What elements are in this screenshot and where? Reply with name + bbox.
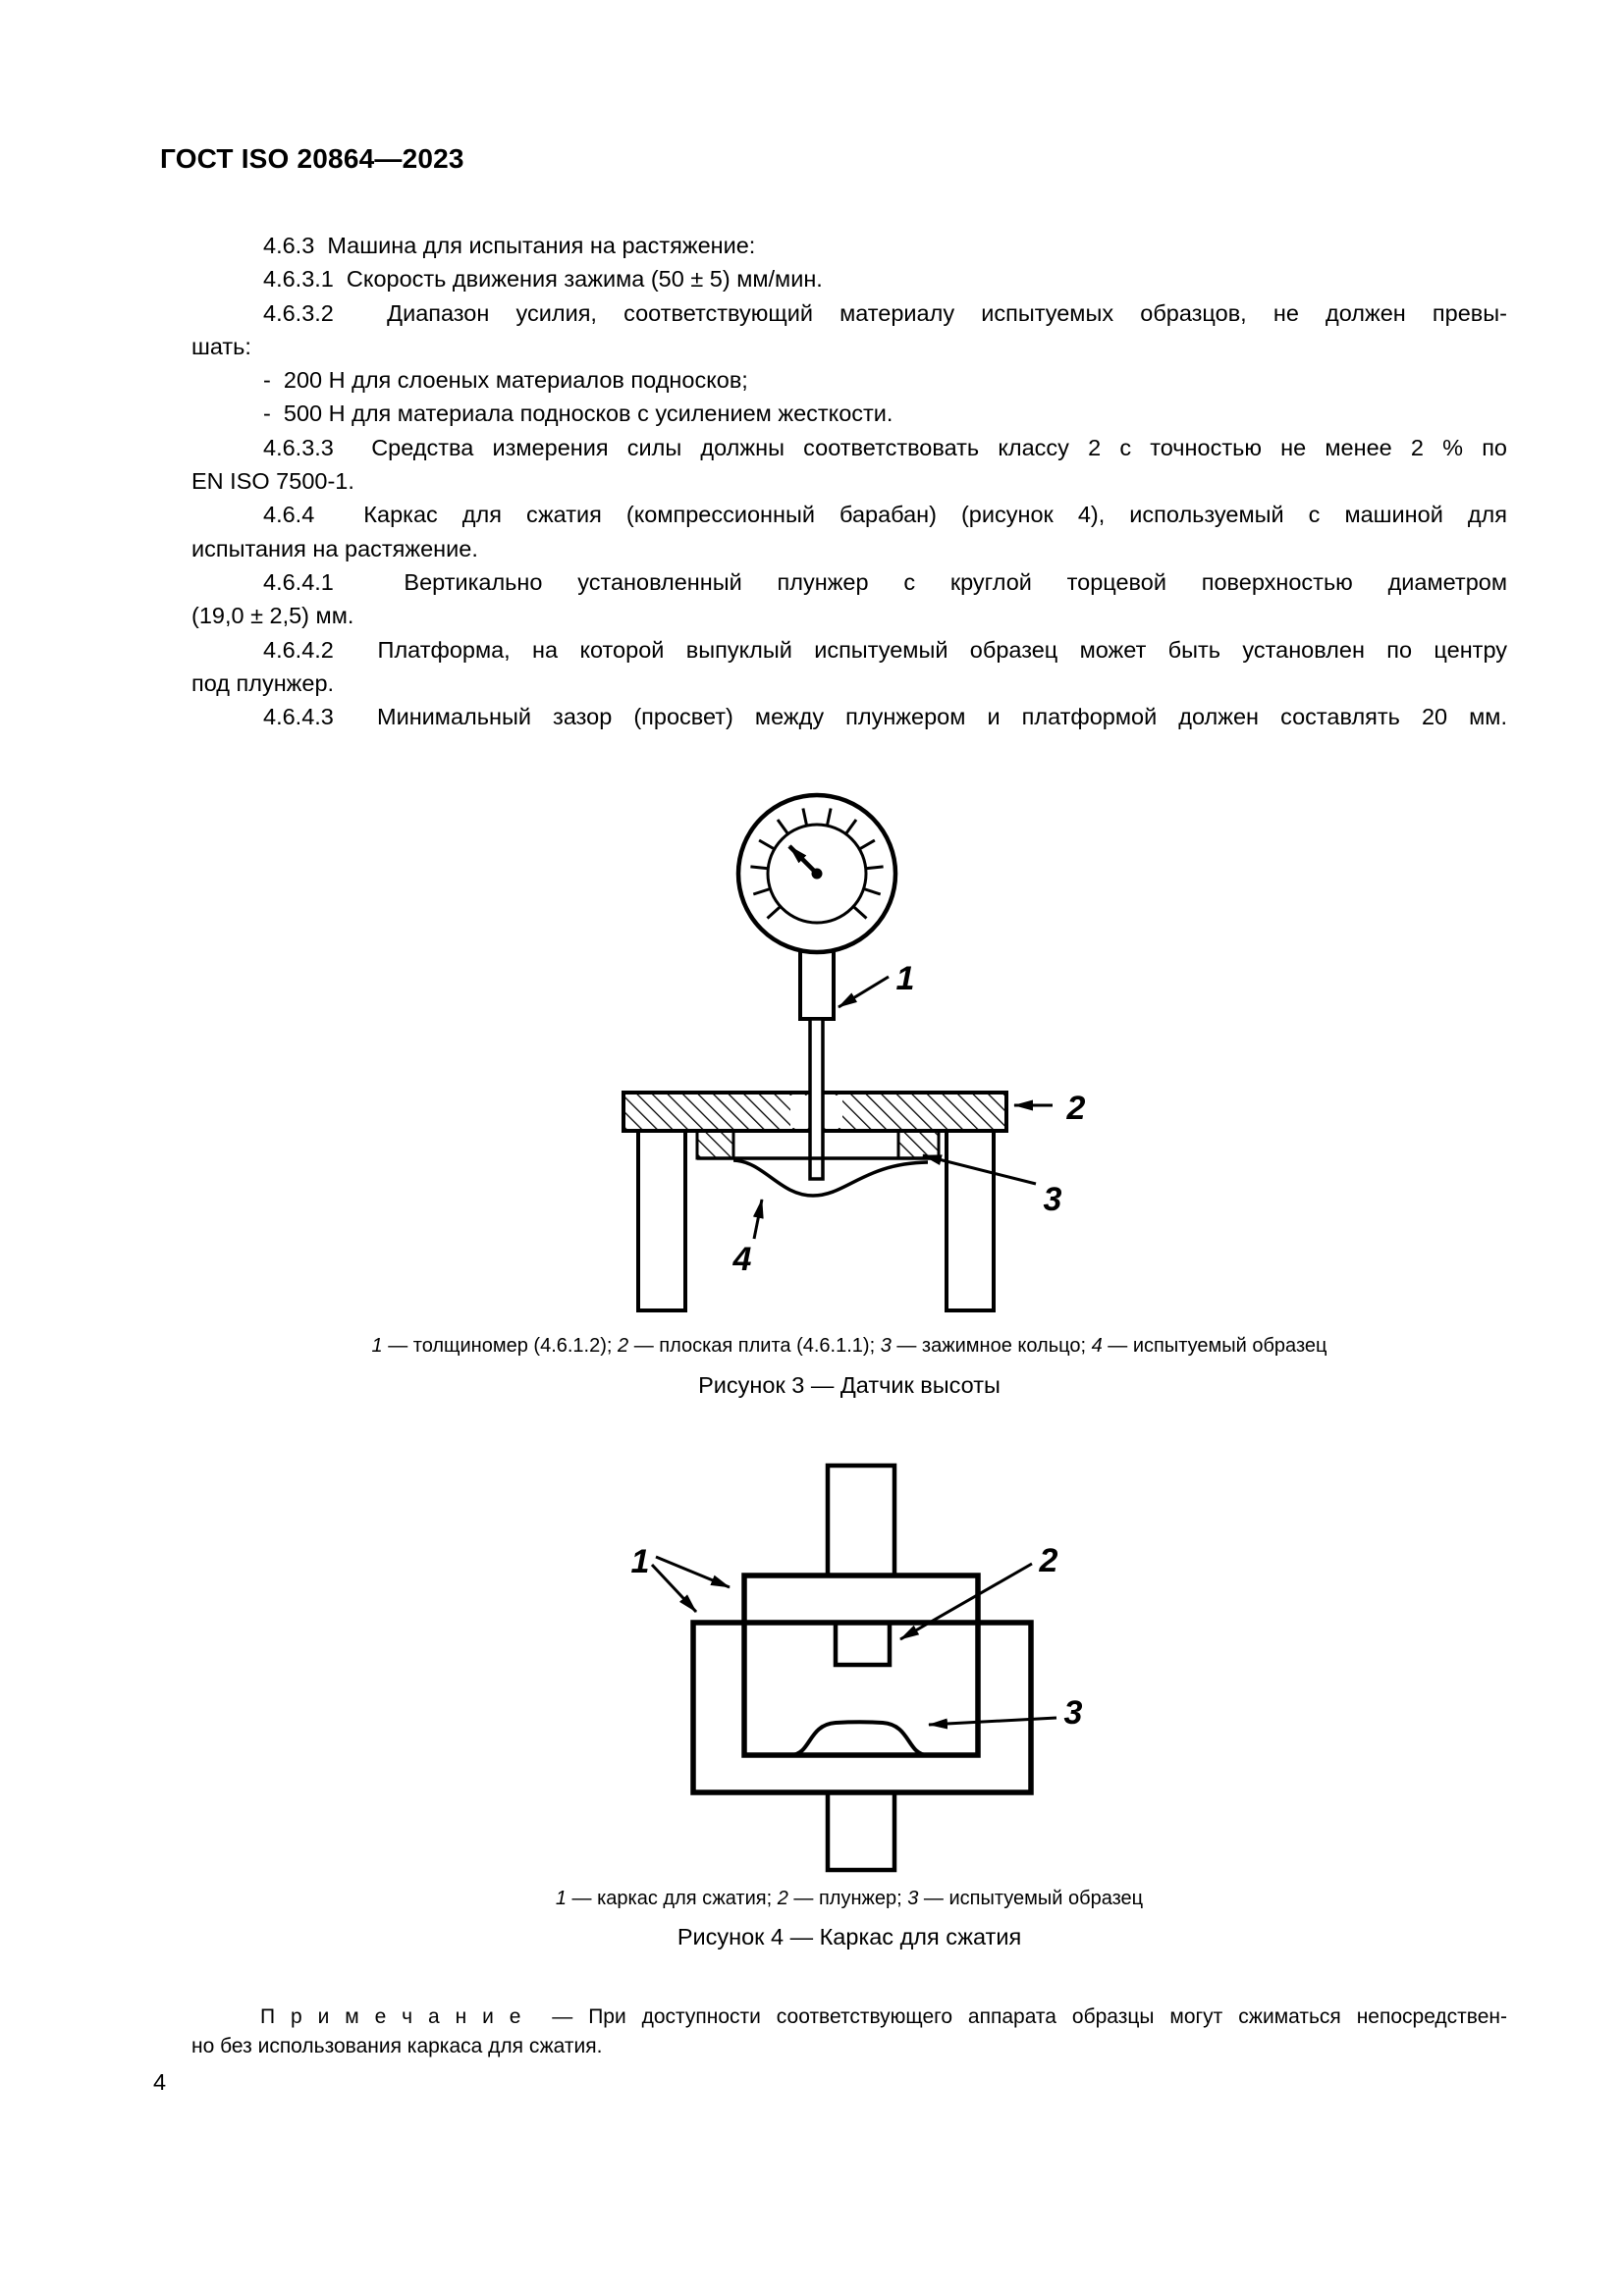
- figure-3-label-2: 2: [1066, 1090, 1086, 1127]
- text-line: - 200 Н для слоеных материалов подносков;: [263, 367, 748, 394]
- bottom-stem: [828, 1792, 894, 1870]
- clamp-ring-right: [898, 1131, 939, 1158]
- caption-item-number: 1: [371, 1335, 383, 1357]
- specimen-curve: [733, 1160, 928, 1196]
- page-number: 4: [153, 2069, 167, 2095]
- top-stem: [828, 1466, 894, 1576]
- caption-item-number: 2: [777, 1888, 788, 1909]
- text-line: испытания на растяжение.: [191, 535, 478, 561]
- figure-4-caption: [191, 1888, 1507, 1910]
- text-line: EN ISO 7500-1.: [191, 468, 354, 495]
- caption-item-number: 3: [907, 1888, 919, 1909]
- text-line: 4.6.3.2 Диапазон усилия, соответствующий материалу испытуемых образцов, не должен превы-: [263, 299, 1507, 326]
- figure-3-caption: [191, 1335, 1507, 1358]
- gauge-stem-upper: [800, 945, 834, 1019]
- figure-4-compression-frame: [589, 1443, 1139, 1885]
- caption-item-text: — толщиномер (4.6.1.2);: [382, 1335, 619, 1357]
- body-text: [191, 229, 1507, 733]
- caption-item-text: — испытуемый образец: [1102, 1335, 1327, 1357]
- caption-item-number: 4: [1091, 1335, 1103, 1357]
- text-line: но без использования каркаса для сжатия.: [191, 2035, 603, 2058]
- clamp-ring-left: [697, 1131, 733, 1158]
- figure-3-height-gauge: [550, 766, 1159, 1315]
- figure-4-label-2: 2: [1039, 1542, 1058, 1579]
- left-leg: [638, 1131, 685, 1310]
- text-line: под плунжер.: [191, 669, 335, 696]
- text-line: 4.6.4.1 Вертикально установленный плунжер с круглой торцевой поверхностью диаметром: [263, 568, 1507, 595]
- figure-3-title: Рисунок 3 — Датчик высоты: [698, 1372, 1001, 1398]
- running-header: ГОСТ ISO 20864—2023: [160, 143, 464, 174]
- caption-item-number: 3: [880, 1335, 892, 1357]
- figure-4-label-1: 1: [630, 1543, 650, 1580]
- text-line: (19,0 ± 2,5) мм.: [191, 603, 354, 629]
- text-line: - 500 Н для материала подносков с усилением жесткости.: [263, 400, 893, 427]
- right-leg: [947, 1131, 994, 1310]
- text-line: шать:: [191, 333, 251, 359]
- caption-item-number: 1: [555, 1888, 567, 1909]
- figure-3-label-3: 3: [1043, 1181, 1062, 1218]
- text-line: П р и м е ч а н и е — При доступности соответствующего аппарата образцы могут сжиматься непосредствен-: [260, 2005, 1507, 2028]
- figure-3-label-1: 1: [895, 960, 915, 997]
- figure-4-label-3: 3: [1063, 1694, 1083, 1732]
- text-line: 4.6.4.3 Минимальный зазор (просвет) между плунжером и платформой должен составлять 20 мм.: [263, 704, 1507, 730]
- caption-item-text: — зажимное кольцо;: [891, 1335, 1092, 1357]
- caption-item-text: — каркас для сжатия;: [567, 1888, 778, 1909]
- text-line: 4.6.3.3 Средства измерения силы должны соответствовать классу 2 с точностью не менее 2 % по: [263, 434, 1507, 460]
- text-line: 4.6.3 Машина для испытания на растяжение:: [263, 233, 756, 258]
- text-line: 4.6.4 Каркас для сжатия (компрессионный барабан) (рисунок 4), используемый с машиной для: [263, 502, 1507, 528]
- caption-item-number: 2: [618, 1335, 629, 1357]
- text-line: 4.6.4.2 Платформа, на которой выпуклый испытуемый образец может быть установлен по центру: [263, 636, 1507, 663]
- caption-item-text: — испытуемый образец: [918, 1888, 1144, 1909]
- caption-item-text: — плунжер;: [787, 1888, 908, 1909]
- figure-3-label-4: 4: [732, 1241, 752, 1278]
- text-line: 4.6.3.1 Скорость движения зажима (50 ± 5) мм/мин.: [263, 266, 823, 293]
- figure-4-title: Рисунок 4 — Каркас для сжатия: [677, 1924, 1022, 1949]
- gauge-stem-lower: [810, 1019, 823, 1179]
- caption-item-text: — плоская плита (4.6.1.1);: [628, 1335, 881, 1357]
- note-text: [191, 2002, 1507, 2061]
